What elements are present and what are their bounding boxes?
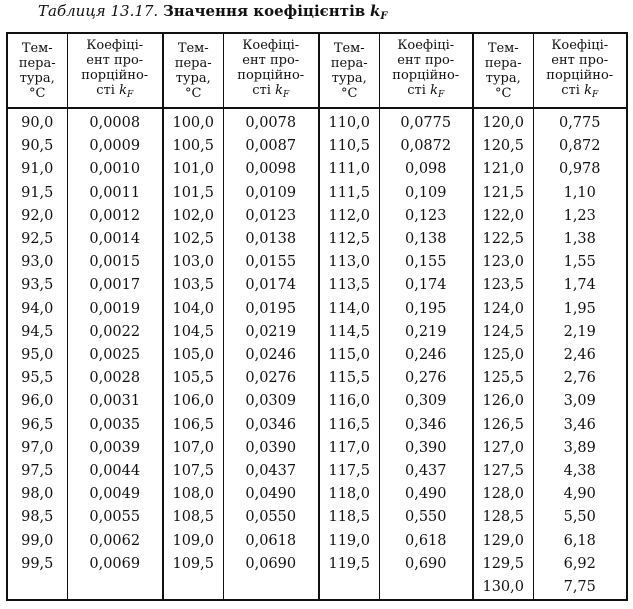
coefficient-cell: 0,0055 — [67, 506, 163, 529]
coefficient-symbol: $k_F$ — [430, 83, 445, 100]
header-temperature-line: °C — [341, 85, 358, 101]
header-coefficient-line: Коефіці- — [551, 38, 609, 53]
temperature-cell: 111,5 — [319, 182, 379, 205]
coefficient-cell: 3,09 — [533, 390, 627, 413]
coefficient-cell: 0,195 — [379, 298, 473, 321]
coefficient-cell: 0,0012 — [67, 205, 163, 228]
coefficient-cell: 0,0031 — [67, 390, 163, 413]
temperature-cell: 102,5 — [163, 228, 223, 251]
temperature-cell: 118,0 — [319, 483, 379, 506]
temperature-cell: 112,5 — [319, 228, 379, 251]
temperature-cell: 97,0 — [7, 437, 67, 460]
coefficient-cell: 0,309 — [379, 390, 473, 413]
coefficient-cell: 0,0017 — [67, 274, 163, 297]
coefficient-cell: 0,0550 — [223, 506, 319, 529]
table-row — [7, 228, 627, 251]
coefficient-cell: 0,0049 — [67, 483, 163, 506]
temperature-cell: 94,0 — [7, 298, 67, 321]
coefficient-cell: 0,0098 — [223, 158, 319, 181]
coefficient-cell: 0,690 — [379, 553, 473, 576]
temperature-cell: 97,5 — [7, 460, 67, 483]
coefficient-cell: 0,0010 — [67, 158, 163, 181]
temperature-cell: 128,5 — [473, 506, 533, 529]
coefficient-cell: 0,0872 — [379, 135, 473, 158]
temperature-cell: 90,0 — [7, 108, 67, 135]
temperature-cell: 92,0 — [7, 205, 67, 228]
temperature-cell: 119,0 — [319, 530, 379, 553]
temperature-cell: 127,5 — [473, 460, 533, 483]
coefficient-cell: 0,138 — [379, 228, 473, 251]
temperature-cell — [319, 576, 379, 600]
header-temperature-line: Тем- — [177, 40, 209, 56]
temperature-cell: 129,5 — [473, 553, 533, 576]
header-temperature-line: тура, — [331, 70, 367, 86]
header-coefficient-line: Коефіці- — [242, 38, 300, 53]
temperature-cell: 122,5 — [473, 228, 533, 251]
header-temperature — [163, 33, 223, 108]
temperature-cell: 104,0 — [163, 298, 223, 321]
coefficient-cell: 0,0246 — [223, 344, 319, 367]
temperature-cell: 91,0 — [7, 158, 67, 181]
temperature-cell: 95,5 — [7, 367, 67, 390]
header-coefficient — [379, 33, 473, 108]
header-coefficient-line: сті $k_F$ — [407, 83, 445, 100]
table-row — [7, 344, 627, 367]
coefficient-cell: 1,10 — [533, 182, 627, 205]
coefficient-symbol: $k_F$ — [369, 2, 388, 22]
header-temperature-line: °C — [185, 85, 202, 101]
header-temperature — [7, 33, 67, 108]
coefficient-cell: 1,95 — [533, 298, 627, 321]
table-row — [7, 182, 627, 205]
coefficient-symbol: $k_F$ — [119, 83, 134, 100]
temperature-cell: 120,5 — [473, 135, 533, 158]
coefficient-cell: 1,74 — [533, 274, 627, 297]
table-row — [7, 390, 627, 413]
table-row — [7, 367, 627, 390]
coefficient-cell: 0,109 — [379, 182, 473, 205]
temperature-cell: 127,0 — [473, 437, 533, 460]
header-coefficient-line: Коефіці- — [86, 38, 144, 53]
temperature-cell: 125,5 — [473, 367, 533, 390]
table-row — [7, 414, 627, 437]
coefficient-cell: 0,0174 — [223, 274, 319, 297]
table-row — [7, 251, 627, 274]
table-title: Значення коефіцієнтів — [162, 2, 366, 20]
temperature-cell: 108,5 — [163, 506, 223, 529]
coefficient-cell: 0,0346 — [223, 414, 319, 437]
coefficient-cell — [379, 576, 473, 600]
coefficient-cell: 0,0437 — [223, 460, 319, 483]
temperature-cell: 114,0 — [319, 298, 379, 321]
coefficient-cell: 6,92 — [533, 553, 627, 576]
coefficient-cell: 0,155 — [379, 251, 473, 274]
coefficient-cell: 2,19 — [533, 321, 627, 344]
coefficient-symbol: $k_F$ — [584, 83, 599, 100]
coefficient-cell: 0,550 — [379, 506, 473, 529]
temperature-cell: 110,5 — [319, 135, 379, 158]
coefficient-cell: 0,0019 — [67, 298, 163, 321]
coefficient-cell: 7,75 — [533, 576, 627, 600]
coefficient-cell: 0,0014 — [67, 228, 163, 251]
table-row — [7, 437, 627, 460]
temperature-cell: 117,5 — [319, 460, 379, 483]
coefficient-cell: 0,0022 — [67, 321, 163, 344]
coefficient-symbol: $k_F$ — [275, 83, 290, 100]
temperature-cell: 115,5 — [319, 367, 379, 390]
temperature-cell: 101,0 — [163, 158, 223, 181]
coefficient-cell: 0,098 — [379, 158, 473, 181]
temperature-cell: 95,0 — [7, 344, 67, 367]
table-row — [7, 321, 627, 344]
table-row — [7, 553, 627, 576]
temperature-cell: 130,0 — [473, 576, 533, 600]
header-temperature-line: тура, — [485, 70, 521, 86]
header-temperature — [473, 33, 533, 108]
header-temperature-line: Тем- — [21, 40, 53, 56]
coefficient-cell: 0,0155 — [223, 251, 319, 274]
header-temperature-line: °C — [495, 85, 512, 101]
header-coefficient-line: порційно- — [392, 68, 460, 83]
coefficient-cell: 0,978 — [533, 158, 627, 181]
header-temperature-line: тура, — [19, 70, 55, 86]
header-temperature-line: °C — [29, 85, 46, 101]
temperature-cell: 99,0 — [7, 530, 67, 553]
temperature-cell: 100,0 — [163, 108, 223, 135]
header-coefficient-line: Коефіці- — [397, 38, 455, 53]
coefficient-cell: 0,0025 — [67, 344, 163, 367]
header-coefficient — [533, 33, 627, 108]
table-caption — [38, 2, 388, 26]
temperature-cell: 123,5 — [473, 274, 533, 297]
temperature-cell: 110,0 — [319, 108, 379, 135]
temperature-cell: 109,0 — [163, 530, 223, 553]
coefficient-cell: 4,38 — [533, 460, 627, 483]
coefficient-cell: 0,0035 — [67, 414, 163, 437]
temperature-cell: 108,0 — [163, 483, 223, 506]
header-coefficient — [67, 33, 163, 108]
coefficient-cell: 0,0062 — [67, 530, 163, 553]
temperature-cell: 119,5 — [319, 553, 379, 576]
table-number: Таблиця 13.17. — [38, 2, 159, 20]
temperature-cell: 125,0 — [473, 344, 533, 367]
coefficient-cell: 0,618 — [379, 530, 473, 553]
coefficient-cell: 2,76 — [533, 367, 627, 390]
coefficient-cell: 0,0109 — [223, 182, 319, 205]
coefficient-cell: 1,38 — [533, 228, 627, 251]
coefficient-cell: 0,0390 — [223, 437, 319, 460]
coefficient-cell: 0,0044 — [67, 460, 163, 483]
temperature-cell: 123,0 — [473, 251, 533, 274]
header-temperature-line: Тем- — [487, 40, 519, 56]
temperature-cell: 92,5 — [7, 228, 67, 251]
coefficient-cell: 0,0276 — [223, 367, 319, 390]
table-row — [7, 205, 627, 228]
coefficient-cell: 0,346 — [379, 414, 473, 437]
temperature-cell: 93,5 — [7, 274, 67, 297]
table-row — [7, 274, 627, 297]
temperature-cell: 122,0 — [473, 205, 533, 228]
table-row — [7, 298, 627, 321]
temperature-cell: 103,5 — [163, 274, 223, 297]
temperature-cell: 116,0 — [319, 390, 379, 413]
coefficient-cell: 0,0490 — [223, 483, 319, 506]
temperature-cell: 126,0 — [473, 390, 533, 413]
table-row — [7, 506, 627, 529]
coefficient-cell: 0,775 — [533, 108, 627, 135]
temperature-cell: 94,5 — [7, 321, 67, 344]
temperature-cell — [7, 576, 67, 600]
coefficient-cell: 0,0069 — [67, 553, 163, 576]
coefficient-cell: 0,390 — [379, 437, 473, 460]
header-coefficient-line: порційно- — [81, 68, 149, 83]
coefficient-cell: 0,872 — [533, 135, 627, 158]
coefficient-cell: 2,46 — [533, 344, 627, 367]
temperature-cell: 124,5 — [473, 321, 533, 344]
header-temperature-line: пера- — [484, 55, 522, 71]
header-temperature-line: тура, — [175, 70, 211, 86]
coefficient-cell — [67, 576, 163, 600]
temperature-cell: 114,5 — [319, 321, 379, 344]
coefficient-cell: 4,90 — [533, 483, 627, 506]
header-temperature-line: пера- — [174, 55, 212, 71]
coefficient-cell: 0,123 — [379, 205, 473, 228]
coefficient-cell: 3,89 — [533, 437, 627, 460]
coefficient-cell: 0,0123 — [223, 205, 319, 228]
coefficient-cell: 0,219 — [379, 321, 473, 344]
table-row — [7, 530, 627, 553]
header-coefficient-line: ент про- — [86, 53, 144, 68]
coefficient-cell: 0,0618 — [223, 530, 319, 553]
temperature-cell: 128,0 — [473, 483, 533, 506]
coefficient-cell: 0,0195 — [223, 298, 319, 321]
temperature-cell: 104,5 — [163, 321, 223, 344]
table-row — [7, 158, 627, 181]
header-coefficient-line: сті $k_F$ — [96, 83, 134, 100]
coefficient-cell: 6,18 — [533, 530, 627, 553]
temperature-cell: 126,5 — [473, 414, 533, 437]
table-row — [7, 135, 627, 158]
temperature-cell: 115,0 — [319, 344, 379, 367]
coefficient-cell — [223, 576, 319, 600]
temperature-cell: 112,0 — [319, 205, 379, 228]
header-temperature-line: Тем- — [333, 40, 365, 56]
header-coefficient-line: сті $k_F$ — [252, 83, 290, 100]
coefficient-cell: 0,0087 — [223, 135, 319, 158]
coefficient-cell: 0,0011 — [67, 182, 163, 205]
temperature-cell: 121,5 — [473, 182, 533, 205]
header-coefficient-line: ент про- — [397, 53, 455, 68]
temperature-cell: 96,5 — [7, 414, 67, 437]
header-coefficient — [223, 33, 319, 108]
temperature-cell — [163, 576, 223, 600]
coefficient-cell: 0,0028 — [67, 367, 163, 390]
table-row — [7, 108, 627, 135]
coefficient-cell: 0,246 — [379, 344, 473, 367]
temperature-cell: 107,0 — [163, 437, 223, 460]
temperature-cell: 118,5 — [319, 506, 379, 529]
temperature-cell: 98,5 — [7, 506, 67, 529]
coefficient-table — [6, 32, 628, 601]
coefficient-cell: 0,490 — [379, 483, 473, 506]
table-row — [7, 576, 627, 600]
temperature-cell: 120,0 — [473, 108, 533, 135]
temperature-cell: 113,5 — [319, 274, 379, 297]
temperature-cell: 103,0 — [163, 251, 223, 274]
header-coefficient-line: порційно- — [546, 68, 614, 83]
temperature-cell: 109,5 — [163, 553, 223, 576]
coefficient-cell: 0,174 — [379, 274, 473, 297]
temperature-cell: 124,0 — [473, 298, 533, 321]
table-row — [7, 483, 627, 506]
coefficient-cell: 0,437 — [379, 460, 473, 483]
coefficient-cell: 0,0008 — [67, 108, 163, 135]
coefficient-cell: 0,0775 — [379, 108, 473, 135]
temperature-cell: 101,5 — [163, 182, 223, 205]
header-coefficient-line: сті $k_F$ — [561, 83, 599, 100]
temperature-cell: 113,0 — [319, 251, 379, 274]
temperature-cell: 106,0 — [163, 390, 223, 413]
temperature-cell: 117,0 — [319, 437, 379, 460]
temperature-cell: 96,0 — [7, 390, 67, 413]
temperature-cell: 129,0 — [473, 530, 533, 553]
header-temperature — [319, 33, 379, 108]
temperature-cell: 105,0 — [163, 344, 223, 367]
temperature-cell: 100,5 — [163, 135, 223, 158]
coefficient-cell: 5,50 — [533, 506, 627, 529]
coefficient-cell: 1,23 — [533, 205, 627, 228]
temperature-cell: 121,0 — [473, 158, 533, 181]
temperature-cell: 102,0 — [163, 205, 223, 228]
coefficient-cell: 0,0309 — [223, 390, 319, 413]
coefficient-cell: 0,0219 — [223, 321, 319, 344]
coefficient-cell: 0,0039 — [67, 437, 163, 460]
temperature-cell: 93,0 — [7, 251, 67, 274]
temperature-cell: 98,0 — [7, 483, 67, 506]
coefficient-cell: 0,276 — [379, 367, 473, 390]
table-row — [7, 460, 627, 483]
coefficient-cell: 1,55 — [533, 251, 627, 274]
header-coefficient-line: ент про- — [551, 53, 609, 68]
temperature-cell: 90,5 — [7, 135, 67, 158]
temperature-cell: 116,5 — [319, 414, 379, 437]
header-coefficient-line: порційно- — [237, 68, 305, 83]
coefficient-cell: 0,0015 — [67, 251, 163, 274]
coefficient-cell: 3,46 — [533, 414, 627, 437]
temperature-cell: 106,5 — [163, 414, 223, 437]
temperature-cell: 107,5 — [163, 460, 223, 483]
temperature-cell: 105,5 — [163, 367, 223, 390]
coefficient-cell: 0,0078 — [223, 108, 319, 135]
temperature-cell: 111,0 — [319, 158, 379, 181]
header-temperature-line: пера- — [18, 55, 56, 71]
temperature-cell: 99,5 — [7, 553, 67, 576]
coefficient-cell: 0,0138 — [223, 228, 319, 251]
coefficient-cell: 0,0690 — [223, 553, 319, 576]
header-coefficient-line: ент про- — [242, 53, 300, 68]
header-temperature-line: пера- — [330, 55, 368, 71]
temperature-cell: 91,5 — [7, 182, 67, 205]
coefficient-cell: 0,0009 — [67, 135, 163, 158]
